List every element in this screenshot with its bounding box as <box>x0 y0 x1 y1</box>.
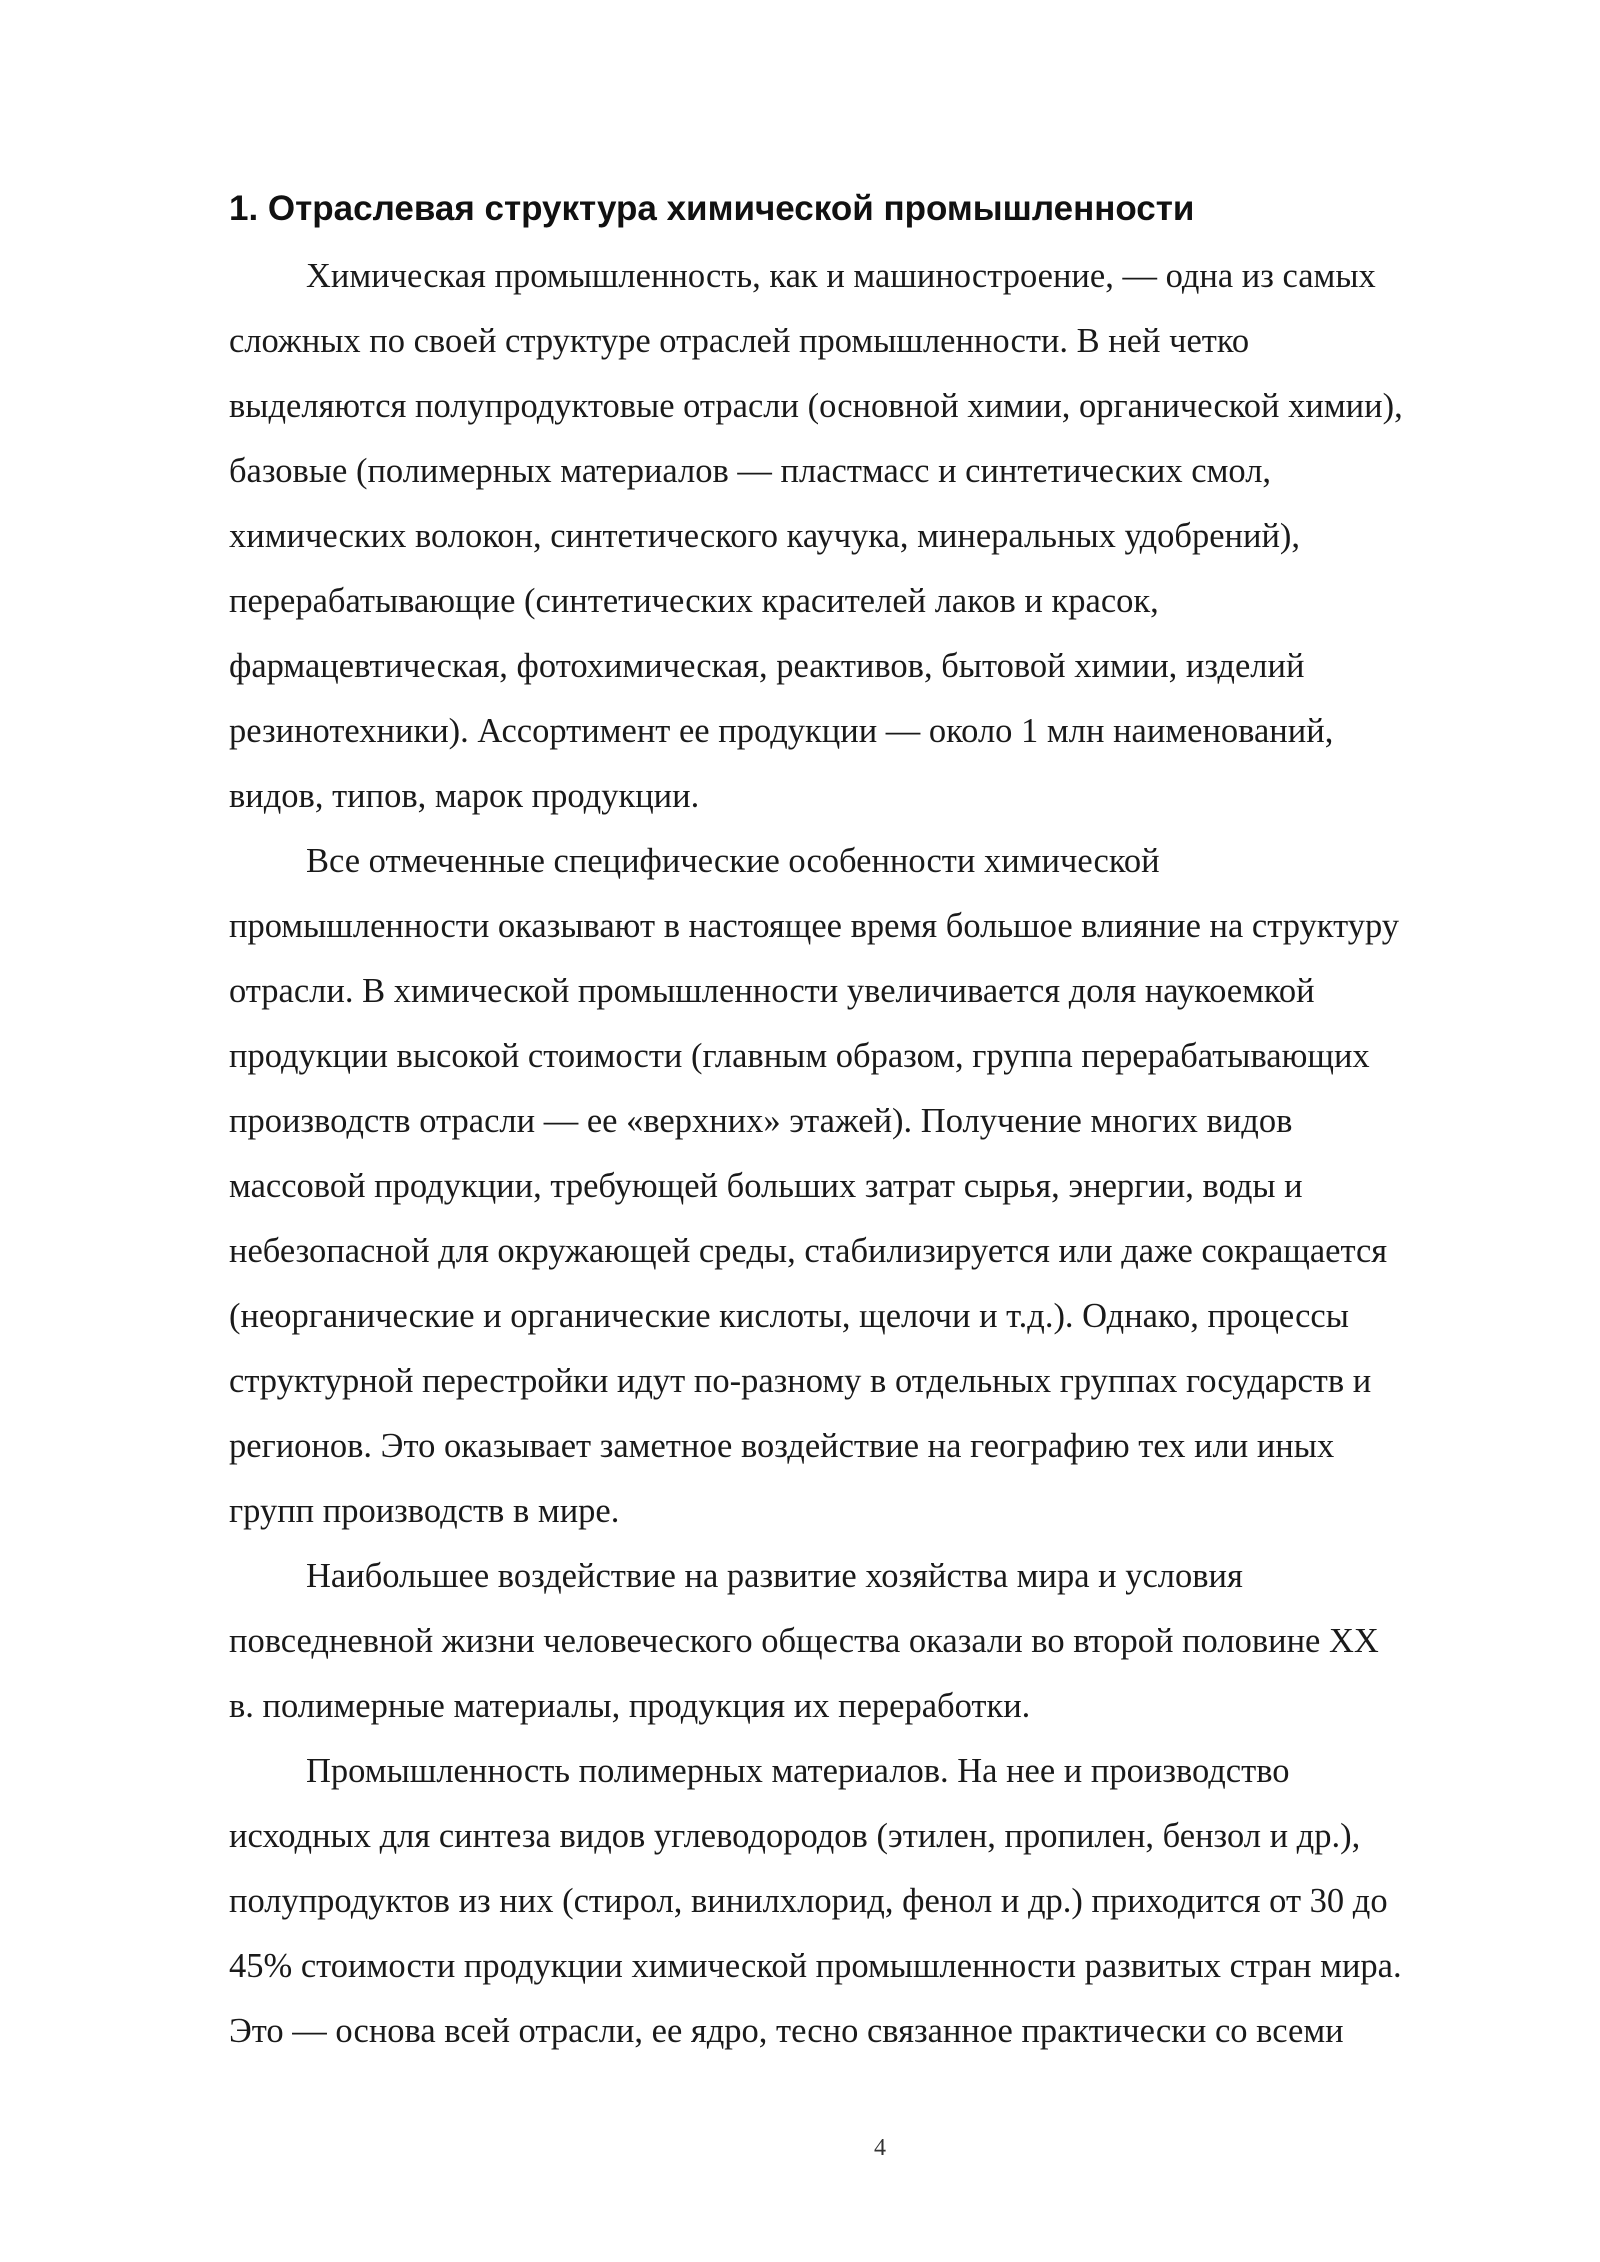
paragraph-1 <box>229 244 1529 829</box>
paragraph-line: Все отмеченные специфические особенности химической <box>306 842 1160 880</box>
paragraph-2 <box>229 829 1529 1544</box>
paragraph-line: небезопасной для окружающей среды, стабилизируется или даже сокращается <box>229 1232 1388 1270</box>
paragraph-line: химических волокон, синтетического каучука, минеральных удобрений), <box>229 517 1301 555</box>
page-number: 4 <box>874 2135 886 2161</box>
paragraph-line: полупродуктов из них (стирол, винилхлорид, фенол и др.) приходится от 30 до <box>229 1882 1388 1920</box>
paragraph-line: исходных для синтеза видов углеводородов (этилен, пропилен, бензол и др.), <box>229 1817 1361 1855</box>
paragraph-line: повседневной жизни человеческого общества оказали во второй половине XX <box>229 1622 1379 1660</box>
paragraph-line: регионов. Это оказывает заметное воздействие на географию тех или иных <box>229 1427 1335 1465</box>
paragraph-4 <box>229 1739 1529 2064</box>
paragraph-line: производств отрасли — ее «верхних» этажей). Получение многих видов <box>229 1102 1293 1140</box>
paragraph-line: промышленности оказывают в настоящее время большое влияние на структуру <box>229 907 1399 945</box>
paragraph-3 <box>229 1544 1529 1739</box>
paragraph-line: перерабатывающие (синтетических красителей лаков и красок, <box>229 582 1159 620</box>
page-content <box>229 180 1529 2064</box>
paragraph-line: групп производств в мире. <box>229 1492 620 1530</box>
paragraph-line: продукции высокой стоимости (главным образом, группа перерабатывающих <box>229 1037 1370 1075</box>
paragraph-line: базовые (полимерных материалов — пластмасс и синтетических смол, <box>229 452 1272 490</box>
paragraph-line: видов, типов, марок продукции. <box>229 777 700 815</box>
paragraph-line: массовой продукции, требующей больших затрат сырья, энергии, воды и <box>229 1167 1303 1205</box>
paragraph-line: сложных по своей структуре отраслей промышленности. В ней четко <box>229 322 1250 360</box>
paragraph-line: Промышленность полимерных материалов. На нее и производство <box>306 1752 1290 1790</box>
paragraph-line: 45% стоимости продукции химической промышленности развитых стран мира. <box>229 1947 1402 1985</box>
paragraph-line: отрасли. В химической промышленности увеличивается доля наукоемкой <box>229 972 1315 1010</box>
paragraph-line: выделяются полупродуктовые отрасли (основной химии, органической химии), <box>229 387 1403 425</box>
paragraph-line: (неорганические и органические кислоты, щелочи и т.д.). Однако, процессы <box>229 1297 1349 1335</box>
paragraph-line: Наибольшее воздействие на развитие хозяйства мира и условия <box>306 1557 1243 1595</box>
paragraph-line: резинотехники). Ассортимент ее продукции — около 1 млн наименований, <box>229 712 1334 750</box>
paragraph-line: в. полимерные материалы, продукция их переработки. <box>229 1687 1031 1725</box>
paragraph-line: структурной перестройки идут по-разному в отдельных группах государств и <box>229 1362 1372 1400</box>
paragraph-line: фармацевтическая, фотохимическая, реактивов, бытовой химии, изделий <box>229 647 1305 685</box>
paragraph-line: Химическая промышленность, как и машиностроение, — одна из самых <box>306 257 1376 295</box>
section-heading: 1. Отраслевая структура химической промышленности <box>229 189 1195 228</box>
paragraph-line: Это — основа всей отрасли, ее ядро, тесно связанное практически со всеми <box>229 2012 1344 2050</box>
